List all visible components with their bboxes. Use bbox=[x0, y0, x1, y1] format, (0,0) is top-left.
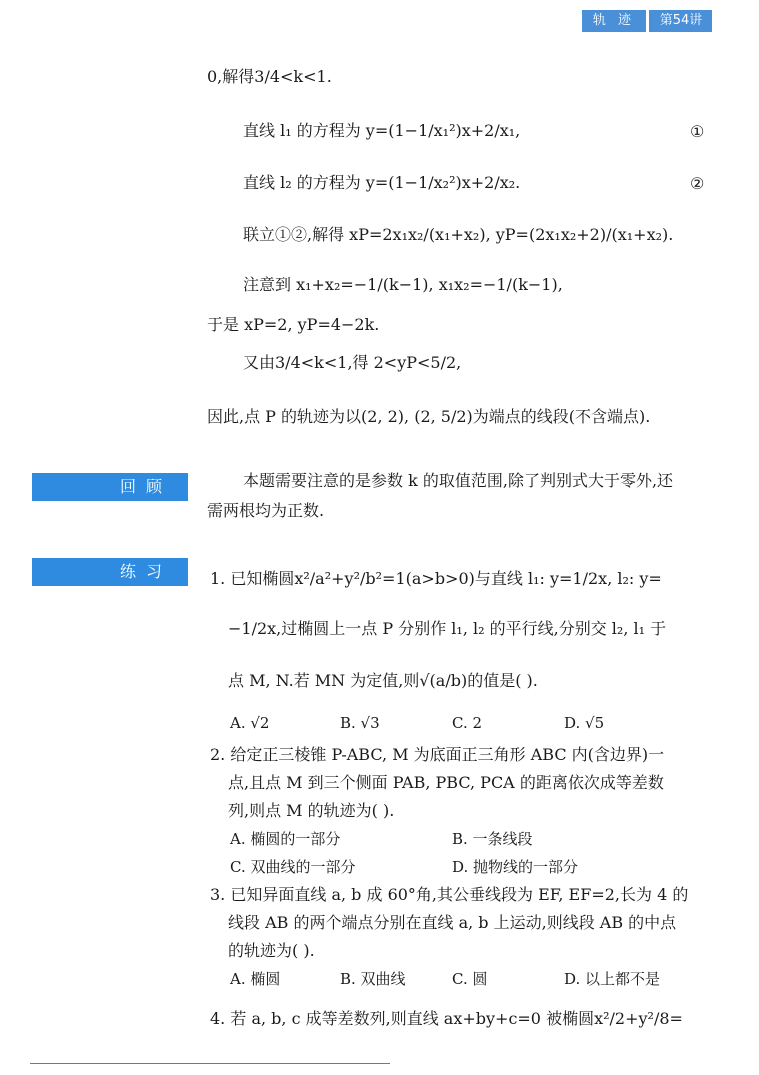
q2-option-a: A. 椭圆的一部分 bbox=[230, 830, 341, 848]
q3-option-b: B. 双曲线 bbox=[340, 970, 406, 988]
review-line-2: 需两根均为正数. bbox=[207, 501, 325, 520]
lecture-number: 第54讲 bbox=[659, 13, 703, 28]
q4-line-1: 4. 若 a, b, c 成等差数列,则直线 ax+by+c=0 被椭圆x²/2+y²/8= bbox=[210, 1009, 683, 1028]
review-line-1: 本题需要注意的是参数 k 的取值范围,除了判别式大于零外,还 bbox=[243, 471, 674, 490]
solution-line-6: 又由3/4<k<1,得 2<yP<5/2, bbox=[243, 353, 462, 372]
solution-line-0: 0,解得3/4<k<1. bbox=[207, 67, 332, 86]
equation-marker-1: ① bbox=[690, 122, 705, 141]
q2-option-b: B. 一条线段 bbox=[452, 830, 533, 848]
q1-option-a: A. √2 bbox=[230, 714, 270, 732]
q3-line-1: 3. 已知异面直线 a, b 成 60°角,其公垂线段为 EF, EF=2,长为 4 的 bbox=[210, 885, 689, 904]
solution-line-1: 直线 l₁ 的方程为 y=(1−1/x₁²)x+2/x₁, bbox=[243, 121, 521, 140]
q3-option-c: C. 圆 bbox=[452, 970, 488, 988]
solution-line-2: 直线 l₂ 的方程为 y=(1−1/x₂²)x+2/x₂. bbox=[243, 173, 521, 192]
q2-line-1: 2. 给定正三棱锥 P-ABC, M 为底面正三角形 ABC 内(含边界)一 bbox=[210, 745, 665, 764]
q1-line-3: 点 M, N.若 MN 为定值,则√(a/b)的值是( ). bbox=[228, 671, 538, 690]
q1-line-2: −1/2x,过椭圆上一点 P 分别作 l₁, l₂ 的平行线,分别交 l₂, l₁ 于 bbox=[228, 619, 667, 638]
solution-line-5: 于是 xP=2, yP=4−2k. bbox=[207, 315, 380, 334]
solution-line-3: 联立①②,解得 xP=2x₁x₂/(x₁+x₂), yP=(2x₁x₂+2)/(x₁+x₂). bbox=[243, 225, 674, 244]
equation-marker-2: ② bbox=[690, 174, 705, 193]
footer-rule bbox=[30, 1063, 390, 1064]
q2-line-3: 列,则点 M 的轨迹为( ). bbox=[228, 801, 395, 820]
q3-line-3: 的轨迹为( ). bbox=[228, 941, 315, 960]
practice-tab: 练习 bbox=[32, 558, 188, 586]
q1-option-b: B. √3 bbox=[340, 714, 380, 732]
q1-line-1: 1. 已知椭圆x²/a²+y²/b²=1(a>b>0)与直线 l₁: y=1/2x, l₂: y= bbox=[210, 569, 662, 588]
header-divider bbox=[646, 10, 649, 32]
q1-option-d: D. √5 bbox=[564, 714, 605, 732]
q3-option-d: D. 以上都不是 bbox=[564, 970, 661, 988]
solution-line-7: 因此,点 P 的轨迹为以(2, 2), (2, 5/2)为端点的线段(不含端点). bbox=[207, 407, 651, 426]
q2-line-2: 点,且点 M 到三个侧面 PAB, PBC, PCA 的距离依次成等差数 bbox=[228, 773, 664, 792]
q2-option-c: C. 双曲线的一部分 bbox=[230, 858, 356, 876]
chapter-title: 轨 迹 bbox=[592, 13, 636, 28]
q3-option-a: A. 椭圆 bbox=[230, 970, 281, 988]
q2-option-d: D. 抛物线的一部分 bbox=[452, 858, 579, 876]
q1-option-c: C. 2 bbox=[452, 714, 483, 732]
review-tab: 回顾 bbox=[32, 473, 188, 501]
solution-line-4: 注意到 x₁+x₂=−1/(k−1), x₁x₂=−1/(k−1), bbox=[243, 275, 563, 294]
q3-line-2: 线段 AB 的两个端点分别在直线 a, b 上运动,则线段 AB 的中点 bbox=[228, 913, 677, 932]
